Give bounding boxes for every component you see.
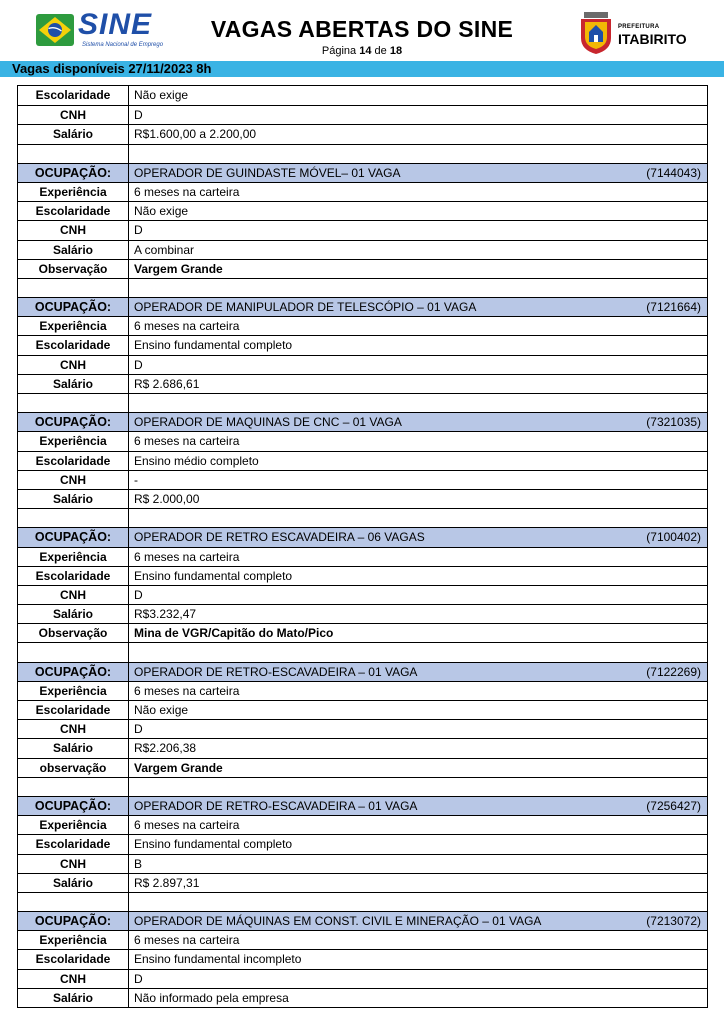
field-label: Experiência bbox=[18, 931, 129, 949]
observation-value: Mina de VGR/Capitão do Mato/Pico bbox=[134, 626, 334, 641]
occupation-label: OCUPAÇÃO: bbox=[18, 663, 129, 681]
field-label: Escolaridade bbox=[18, 567, 129, 585]
occupation-label: OCUPAÇÃO: bbox=[18, 528, 129, 546]
availability-banner bbox=[0, 61, 724, 77]
observation-value: Vargem Grande bbox=[134, 760, 223, 775]
field-label: Experiência bbox=[18, 816, 129, 834]
field-label: Salário bbox=[18, 241, 129, 259]
table-row bbox=[18, 451, 707, 470]
page-header bbox=[0, 0, 724, 60]
field-label: Observação bbox=[18, 260, 129, 278]
field-value: R$ 2.897,31 bbox=[134, 875, 200, 890]
field-value: Ensino fundamental completo bbox=[134, 837, 293, 852]
field-label: CNH bbox=[18, 106, 129, 124]
table-row bbox=[18, 489, 707, 508]
field-label: Salário bbox=[18, 605, 129, 623]
page-current: 14 bbox=[359, 45, 372, 57]
field-value: Ensino fundamental completo bbox=[134, 338, 293, 353]
table-row bbox=[18, 105, 707, 124]
field-value: 6 meses na carteira bbox=[134, 683, 240, 698]
spacer-row bbox=[18, 777, 707, 796]
occupation-label: OCUPAÇÃO: bbox=[18, 797, 129, 815]
field-value: Não exige bbox=[134, 88, 189, 102]
field-value: A combinar bbox=[134, 242, 195, 257]
field-value: D bbox=[134, 357, 143, 372]
field-label: Experiência bbox=[18, 682, 129, 700]
table-row bbox=[18, 431, 707, 450]
field-value: R$1.600,00 a 2.200,00 bbox=[134, 127, 257, 142]
field-value: D bbox=[134, 722, 143, 737]
field-label: Salário bbox=[18, 375, 129, 393]
field-label: Salário bbox=[18, 874, 129, 892]
field-value: D bbox=[134, 587, 143, 602]
prefeitura-logo bbox=[578, 12, 698, 54]
spacer-row bbox=[18, 393, 707, 412]
spacer-cell bbox=[129, 145, 707, 163]
table-row bbox=[18, 566, 707, 585]
table-row bbox=[18, 719, 707, 738]
occupation-row bbox=[18, 297, 707, 316]
field-label: CNH bbox=[18, 970, 129, 988]
spacer-cell bbox=[129, 893, 707, 911]
table-row bbox=[18, 873, 707, 892]
field-value: 6 meses na carteira bbox=[134, 319, 240, 334]
table-row bbox=[18, 969, 707, 988]
occupation-label: OCUPAÇÃO: bbox=[18, 298, 129, 316]
field-label: Escolaridade bbox=[18, 701, 129, 719]
field-value: D bbox=[134, 108, 143, 123]
occupation-value bbox=[129, 298, 707, 316]
table-row bbox=[18, 738, 707, 757]
field-value: R$3.232,47 bbox=[134, 607, 197, 622]
table-row bbox=[18, 259, 707, 278]
job-code: (7321035) bbox=[646, 415, 701, 430]
prefeitura-label: PREFEITURA bbox=[618, 24, 660, 30]
occupation-row bbox=[18, 527, 707, 546]
job-title: OPERADOR DE RETRO-ESCAVADEIRA – 01 VAGA bbox=[134, 664, 418, 679]
spacer-cell bbox=[18, 279, 129, 297]
occupation-label: OCUPAÇÃO: bbox=[18, 413, 129, 431]
spacer-row bbox=[18, 892, 707, 911]
field-value: R$ 2.000,00 bbox=[134, 491, 200, 506]
occupation-value bbox=[129, 912, 707, 930]
table-row bbox=[18, 604, 707, 623]
table-row bbox=[18, 86, 707, 105]
field-value: 6 meses na carteira bbox=[134, 434, 240, 449]
job-title: OPERADOR DE GUINDASTE MÓVEL– 01 VAGA bbox=[134, 165, 401, 180]
table-row bbox=[18, 182, 707, 201]
job-code: (7121664) bbox=[646, 300, 701, 315]
field-label: Salário bbox=[18, 989, 129, 1007]
field-label: CNH bbox=[18, 356, 129, 374]
field-label: Salário bbox=[18, 125, 129, 143]
field-label: Escolaridade bbox=[18, 835, 129, 853]
table-row bbox=[18, 470, 707, 489]
job-title: OPERADOR DE MAQUINAS DE CNC – 01 VAGA bbox=[134, 415, 402, 430]
spacer-cell bbox=[18, 145, 129, 163]
job-code: (7213072) bbox=[646, 914, 701, 929]
table-row bbox=[18, 547, 707, 566]
table-row bbox=[18, 700, 707, 719]
table-row bbox=[18, 930, 707, 949]
field-label: Escolaridade bbox=[18, 202, 129, 220]
field-value: 6 meses na carteira bbox=[134, 818, 240, 833]
spacer-cell bbox=[18, 893, 129, 911]
occupation-row bbox=[18, 662, 707, 681]
spacer-row bbox=[18, 278, 707, 297]
field-value: Não exige bbox=[134, 703, 189, 717]
field-label: Experiência bbox=[18, 317, 129, 335]
table-row bbox=[18, 335, 707, 354]
observation-value: Vargem Grande bbox=[134, 261, 223, 276]
spacer-cell bbox=[129, 279, 707, 297]
field-label: CNH bbox=[18, 221, 129, 239]
job-title: OPERADOR DE MANIPULADOR DE TELESCÓPIO – 01 VAGA bbox=[134, 300, 477, 315]
field-label: observação bbox=[18, 759, 129, 777]
city-crest-icon bbox=[578, 12, 614, 54]
page-word: Página bbox=[321, 45, 357, 57]
job-code: (7100402) bbox=[646, 530, 701, 545]
field-label: Escolaridade bbox=[18, 86, 129, 105]
table-row bbox=[18, 623, 707, 642]
occupation-value bbox=[129, 413, 707, 431]
field-value: Ensino fundamental completo bbox=[134, 568, 293, 583]
spacer-row bbox=[18, 508, 707, 527]
table-row bbox=[18, 124, 707, 143]
field-label: Experiência bbox=[18, 183, 129, 201]
table-row bbox=[18, 201, 707, 220]
occupation-row bbox=[18, 911, 707, 930]
table-row bbox=[18, 758, 707, 777]
table-row bbox=[18, 374, 707, 393]
table-row bbox=[18, 988, 707, 1007]
sine-subtitle: Sistema Nacional de Emprego bbox=[82, 42, 164, 48]
field-label: Escolaridade bbox=[18, 336, 129, 354]
field-label: Escolaridade bbox=[18, 452, 129, 470]
spacer-cell bbox=[129, 509, 707, 527]
occupation-label: OCUPAÇÃO: bbox=[18, 912, 129, 930]
spacer-row bbox=[18, 642, 707, 661]
occupation-label: OCUPAÇÃO: bbox=[18, 164, 129, 182]
spacer-cell bbox=[18, 643, 129, 661]
occupation-value bbox=[129, 164, 707, 182]
job-code: (7144043) bbox=[646, 165, 701, 180]
field-label: CNH bbox=[18, 855, 129, 873]
spacer-cell bbox=[129, 394, 707, 412]
field-label: CNH bbox=[18, 720, 129, 738]
field-value: Ensino médio completo bbox=[134, 453, 259, 468]
field-label: Salário bbox=[18, 490, 129, 508]
occupation-value bbox=[129, 797, 707, 815]
table-row bbox=[18, 220, 707, 239]
field-value: D bbox=[134, 223, 143, 238]
field-value: R$ 2.686,61 bbox=[134, 376, 200, 391]
job-title: OPERADOR DE MÁQUINAS EM CONST. CIVIL E MINERAÇÃO – 01 VAGA bbox=[134, 914, 542, 929]
field-value: 6 meses na carteira bbox=[134, 933, 240, 948]
field-label: Experiência bbox=[18, 432, 129, 450]
city-name: ITABIRITO bbox=[618, 31, 687, 47]
spacer-cell bbox=[129, 643, 707, 661]
field-value: B bbox=[134, 856, 143, 871]
field-value: 6 meses na carteira bbox=[134, 184, 240, 199]
availability-text: Vagas disponíveis 27/11/2023 8h bbox=[12, 61, 212, 76]
job-title: OPERADOR DE RETRO ESCAVADEIRA – 06 VAGAS bbox=[134, 530, 425, 545]
table-row bbox=[18, 834, 707, 853]
field-value: Ensino fundamental incompleto bbox=[134, 952, 302, 967]
spacer-cell bbox=[18, 509, 129, 527]
occupation-row bbox=[18, 796, 707, 815]
field-label: Observação bbox=[18, 624, 129, 642]
occupation-row bbox=[18, 163, 707, 182]
occupation-value bbox=[129, 663, 707, 681]
field-value: 6 meses na carteira bbox=[134, 549, 240, 564]
sine-wordmark: SINE bbox=[78, 8, 153, 41]
job-code: (7122269) bbox=[646, 664, 701, 679]
occupation-row bbox=[18, 412, 707, 431]
occupation-value bbox=[129, 528, 707, 546]
spacer-cell bbox=[18, 394, 129, 412]
spacer-row bbox=[18, 144, 707, 163]
field-value: - bbox=[134, 472, 138, 487]
table-row bbox=[18, 316, 707, 335]
job-title: OPERADOR DE RETRO-ESCAVADEIRA – 01 VAGA bbox=[134, 798, 418, 813]
job-code: (7256427) bbox=[646, 798, 701, 813]
field-label: Escolaridade bbox=[18, 950, 129, 968]
table-row bbox=[18, 815, 707, 834]
table-row bbox=[18, 355, 707, 374]
field-label: CNH bbox=[18, 586, 129, 604]
field-value: Não informado pela empresa bbox=[134, 990, 289, 1005]
jobs-table bbox=[17, 85, 708, 1008]
field-value: Não exige bbox=[134, 204, 189, 219]
table-row bbox=[18, 240, 707, 259]
table-row bbox=[18, 854, 707, 873]
table-row bbox=[18, 681, 707, 700]
field-label: Experiência bbox=[18, 548, 129, 566]
field-value: D bbox=[134, 971, 143, 986]
page-of: de bbox=[374, 45, 387, 57]
table-row bbox=[18, 949, 707, 968]
table-row bbox=[18, 585, 707, 604]
spacer-cell bbox=[18, 778, 129, 796]
field-label: Salário bbox=[18, 739, 129, 757]
page-total: 18 bbox=[389, 45, 403, 57]
page-title: VAGAS ABERTAS DO SINE bbox=[210, 16, 514, 42]
field-label: CNH bbox=[18, 471, 129, 489]
field-value: R$2.206,38 bbox=[134, 741, 197, 756]
spacer-cell bbox=[129, 778, 707, 796]
